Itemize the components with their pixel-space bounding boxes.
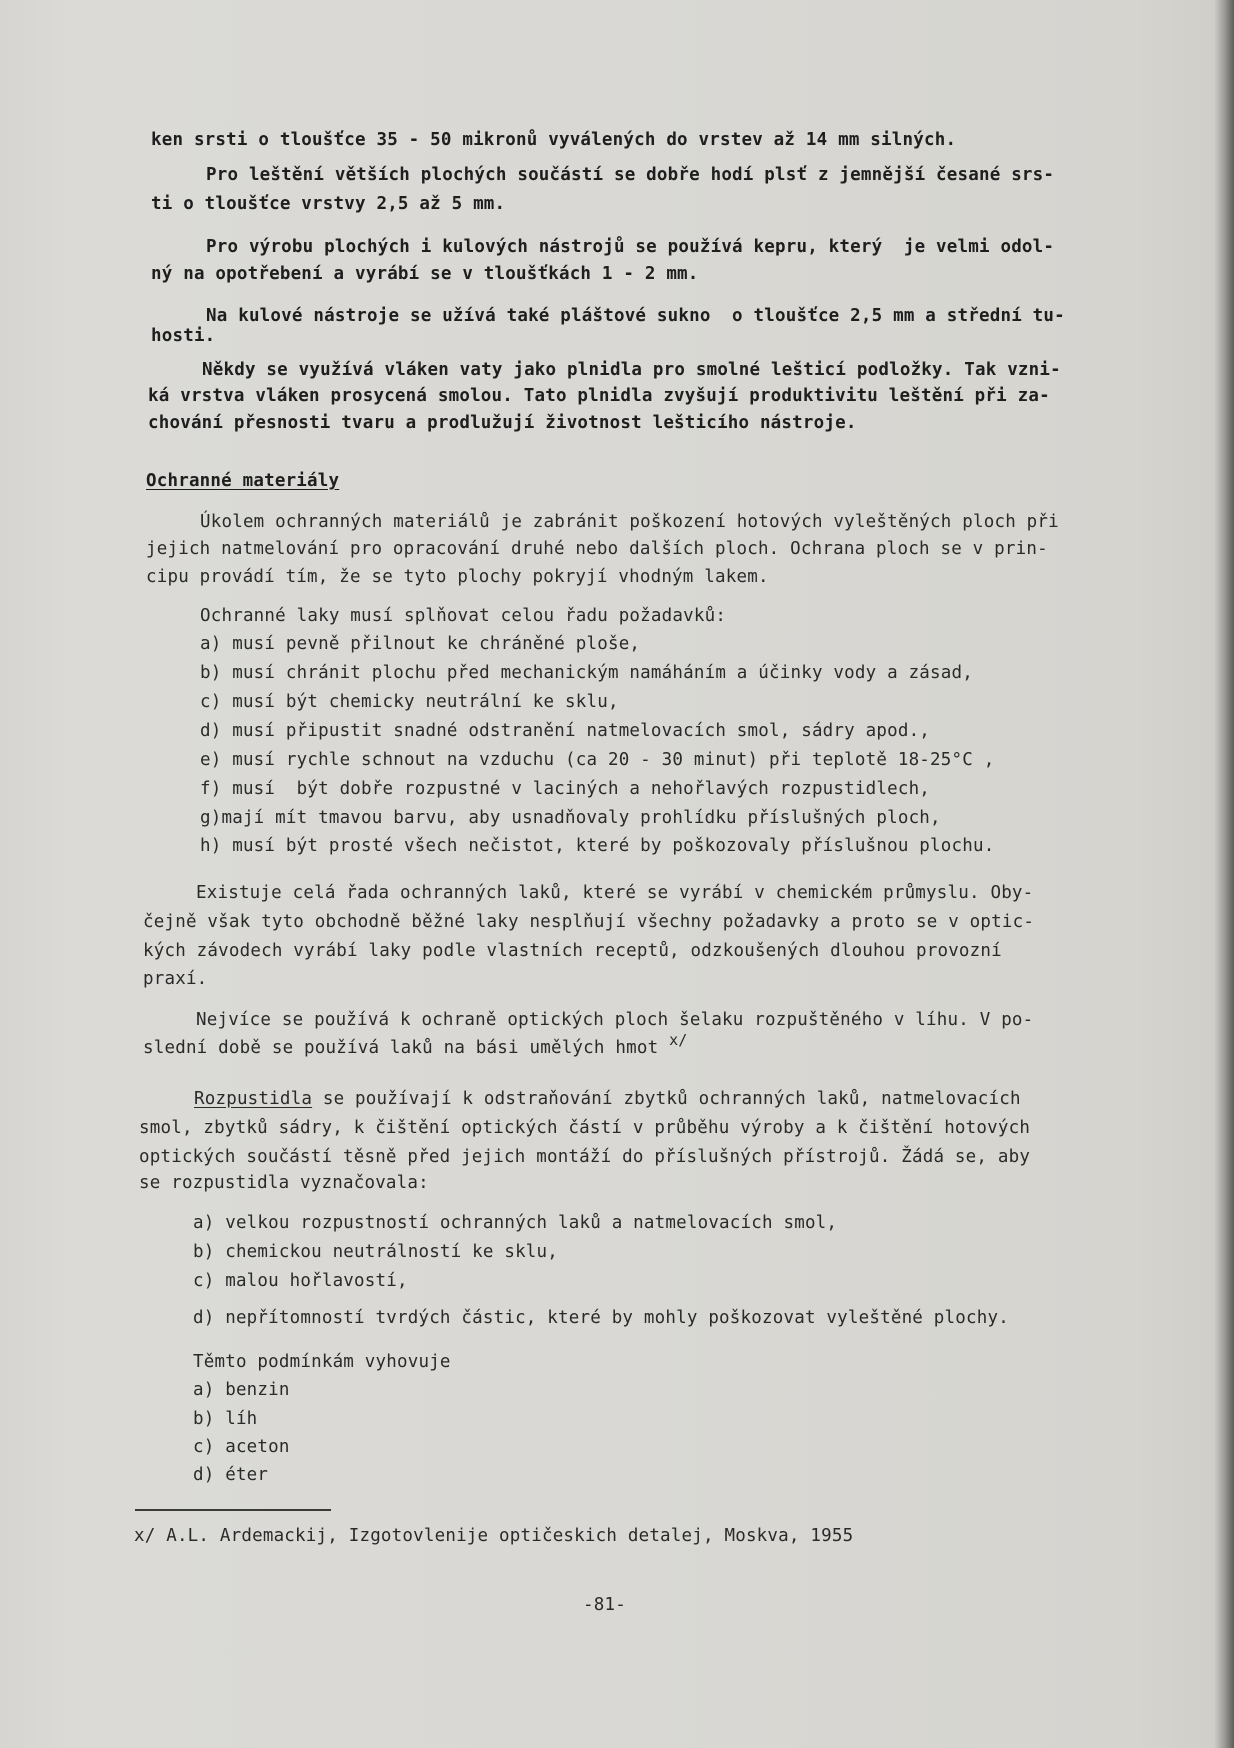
vlastnost-item: a) velkou rozpustností ochranných laků a natmelovacích smol, — [193, 1213, 838, 1233]
para-ukolem-line-1: Úkolem ochranných materiálů je zabránit poškození hotových vyleštěných ploch při — [200, 512, 1059, 532]
para-plst-line-1: Pro leštění větších plochých součástí se dobře hodí plsť z jemnější česané srs- — [206, 165, 1055, 185]
vyhovuje-item: c) aceton — [193, 1437, 290, 1457]
laky-item: b) musí chránit plochu před mechanickým namáháním a účinky vody a zásad, — [200, 663, 973, 683]
para-kepr-line-2: ný na opotřebení a vyrábí se v tloušťkách 1 - 2 mm. — [151, 264, 699, 284]
laky-item: c) musí být chemicky neutrální ke sklu, — [200, 692, 619, 712]
para-ukolem-line-3: cipu provádí tím, že se tyto plochy pokryjí vhodným lakem. — [146, 567, 769, 587]
para-kepr-line-1: Pro výrobu plochých i kulových nástrojů se používá kepru, který je velmi odol- — [206, 237, 1055, 257]
para-plst-line-2: ti o tloušťce vrstvy 2,5 až 5 mm. — [151, 194, 506, 214]
laky-item: g)mají mít tmavou barvu, aby usnadňovaly prohlídku příslušných ploch, — [200, 808, 941, 828]
vlastnost-item: b) chemickou neutrálností ke sklu, — [193, 1242, 559, 1262]
laky-item: h) musí být prosté všech nečistot, které by poškozovaly příslušnou plochu. — [200, 836, 995, 856]
para-vata-line-1: Někdy se využívá vláken vaty jako plnidla pro smolné lešticí podložky. Tak vzni- — [202, 360, 1061, 380]
para-vata-line-2: ká vrstva vláken prosycená smolou. Tato plnidla zvyšují produktivitu leštění při za- — [148, 386, 1050, 406]
rozpustidla-term: Rozpustidla — [194, 1089, 313, 1109]
section-heading: Ochranné materiály — [146, 471, 340, 491]
intro-line: ken srsti o tloušťce 35 - 50 mikronů vyválených do vrstev až 14 mm silných. — [151, 130, 957, 150]
para-rozpustidla-line-1-rest: se používají k odstraňování zbytků ochranných laků, natmelovacích — [312, 1089, 1021, 1109]
footnote-divider — [135, 1509, 331, 1511]
page-binding-shadow — [1214, 0, 1234, 1748]
para-existuje-line-1: Existuje celá řada ochranných laků, které se vyrábí v chemickém průmyslu. Oby- — [196, 883, 1034, 903]
para-existuje-line-3: kých závodech vyrábí laky podle vlastních receptů, odzkoušených dlouhou provozní — [143, 941, 1002, 961]
laky-item: e) musí rychle schnout na vzduchu (ca 20 - 30 minut) při teplotě 18-25°C , — [200, 750, 995, 770]
footnote-marker: x/ — [669, 1031, 688, 1049]
vyhovuje-intro: Těmto podmínkám vyhovuje — [193, 1352, 451, 1372]
para-vata-line-3: chování přesnosti tvaru a prodlužují životnost lešticího nástroje. — [148, 413, 857, 433]
para-rozpustidla-line-4: se rozpustidla vyznačovala: — [139, 1173, 429, 1193]
para-nejvice-line-1: Nejvíce se používá k ochraně optických ploch šelaku rozpuštěného v líhu. V po- — [196, 1010, 1034, 1030]
vlastnost-item: d) nepřítomností tvrdých částic, které by mohly poškozovat vyleštěné plochy. — [193, 1308, 1009, 1328]
para-nejvice-line-2-text: slední době se používá laků na bási umělých hmot — [143, 1038, 659, 1058]
footnote: x/ A.L. Ardemackij, Izgotovlenije optičeskich detalej, Moskva, 1955 — [134, 1526, 854, 1546]
para-nejvice-line-2 — [143, 1031, 688, 1059]
para-rozpustidla-line-1 — [194, 1088, 1021, 1110]
para-sukno-line-1: Na kulové nástroje se užívá také pláštové sukno o tloušťce 2,5 mm a střední tu- — [206, 306, 1065, 326]
para-rozpustidla-line-3: optických součástí těsně před jejich montáží do příslušných přístrojů. Žádá se, aby — [139, 1147, 1031, 1167]
para-existuje-line-4: praxí. — [143, 969, 208, 989]
laky-intro: Ochranné laky musí splňovat celou řadu požadavků: — [200, 606, 727, 626]
para-existuje-line-2: čejně však tyto obchodně běžné laky nesplňují všechny požadavky a proto se v optic- — [143, 912, 1035, 932]
vlastnost-item: c) malou hořlavostí, — [193, 1271, 408, 1291]
para-rozpustidla-line-2: smol, zbytků sádry, k čištění optických částí v průběhu výroby a k čištění hotových — [139, 1118, 1031, 1138]
laky-item: a) musí pevně přilnout ke chráněné ploše, — [200, 634, 641, 654]
para-sukno-line-2: hosti. — [151, 326, 216, 346]
vyhovuje-item: d) éter — [193, 1465, 269, 1485]
page-number: -81- — [583, 1595, 626, 1615]
vyhovuje-item: a) benzin — [193, 1380, 290, 1400]
para-ukolem-line-2: jejich natmelování pro opracování druhé nebo dalších ploch. Ochrana ploch se v prin- — [146, 539, 1048, 559]
vyhovuje-item: b) líh — [193, 1409, 258, 1429]
laky-item: f) musí být dobře rozpustné v laciných a nehořlavých rozpustidlech, — [200, 779, 931, 799]
laky-item: d) musí připustit snadné odstranění natmelovacích smol, sádry apod., — [200, 721, 931, 741]
